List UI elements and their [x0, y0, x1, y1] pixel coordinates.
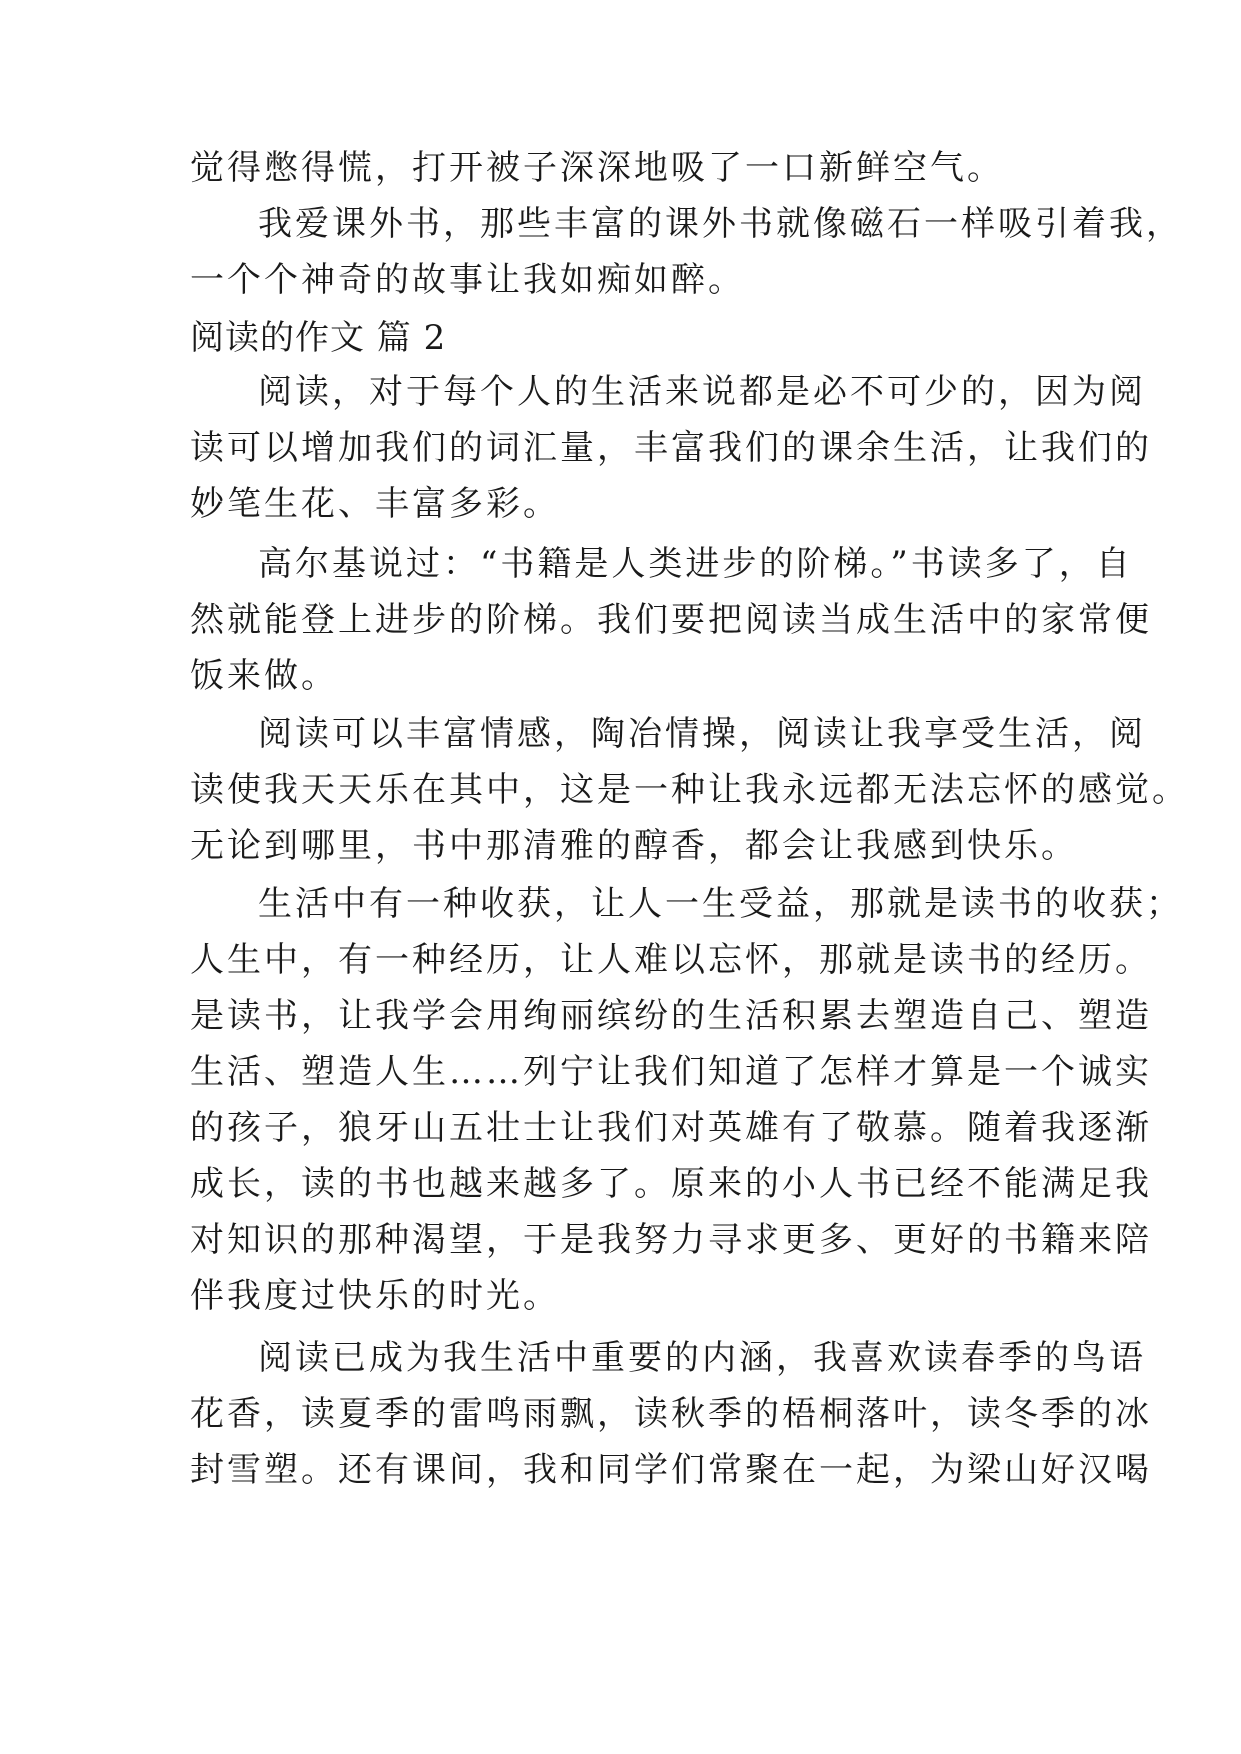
text-line: 阅读，对于每个人的生活来说都是必不可少的，因为阅 [258, 372, 1146, 412]
text-line: 无论到哪里，书中那清雅的醇香，都会让我感到快乐。 [190, 826, 1078, 866]
text-line: 读可以增加我们的词汇量，丰富我们的课余生活，让我们的 [190, 428, 1152, 468]
text-line: 妙笔生花、丰富多彩。 [190, 484, 560, 524]
text-line: 生活、塑造人生……列宁让我们知道了怎样才算是一个诚实 [190, 1052, 1152, 1092]
text-line: 对知识的那种渴望，于是我努力寻求更多、更好的书籍来陪 [190, 1220, 1152, 1260]
text-line: 阅读可以丰富情感，陶冶情操，阅读让我享受生活，阅 [258, 714, 1146, 754]
text-line: 读使我天天乐在其中，这是一种让我永远都无法忘怀的感觉。 [190, 770, 1189, 810]
text-line: 封雪塑。还有课间，我和同学们常聚在一起，为梁山好汉喝 [190, 1450, 1152, 1490]
text-line: 一个个神奇的故事让我如痴如醉。 [190, 260, 745, 300]
text-line: 人生中，有一种经历，让人难以忘怀，那就是读书的经历。 [190, 940, 1152, 980]
text-line: 花香，读夏季的雷鸣雨飘，读秋季的梧桐落叶，读冬季的冰 [190, 1394, 1152, 1434]
text-line: 然就能登上进步的阶梯。我们要把阅读当成生活中的家常便 [190, 600, 1152, 640]
text-line: 成长，读的书也越来越多了。原来的小人书已经不能满足我 [190, 1164, 1152, 1204]
text-line: 觉得憋得慌，打开被子深深地吸了一口新鲜空气。 [190, 148, 1004, 188]
section-heading: 阅读的作文 篇 2 [190, 318, 447, 358]
text-line: 阅读已成为我生活中重要的内涵，我喜欢读春季的鸟语 [258, 1338, 1146, 1378]
text-line: 我爱课外书，那些丰富的课外书就像磁石一样吸引着我， [258, 204, 1183, 244]
text-line: 生活中有一种收获，让人一生受益，那就是读书的收获； [258, 884, 1183, 924]
text-line: 高尔基说过：“书籍是人类进步的阶梯。”书读多了，自 [258, 544, 1133, 584]
text-line: 饭来做。 [190, 656, 338, 696]
text-line: 是读书，让我学会用绚丽缤纷的生活积累去塑造自己、塑造 [190, 996, 1152, 1036]
text-line: 伴我度过快乐的时光。 [190, 1276, 560, 1316]
text-line: 的孩子，狼牙山五壮士让我们对英雄有了敬慕。随着我逐渐 [190, 1108, 1152, 1148]
